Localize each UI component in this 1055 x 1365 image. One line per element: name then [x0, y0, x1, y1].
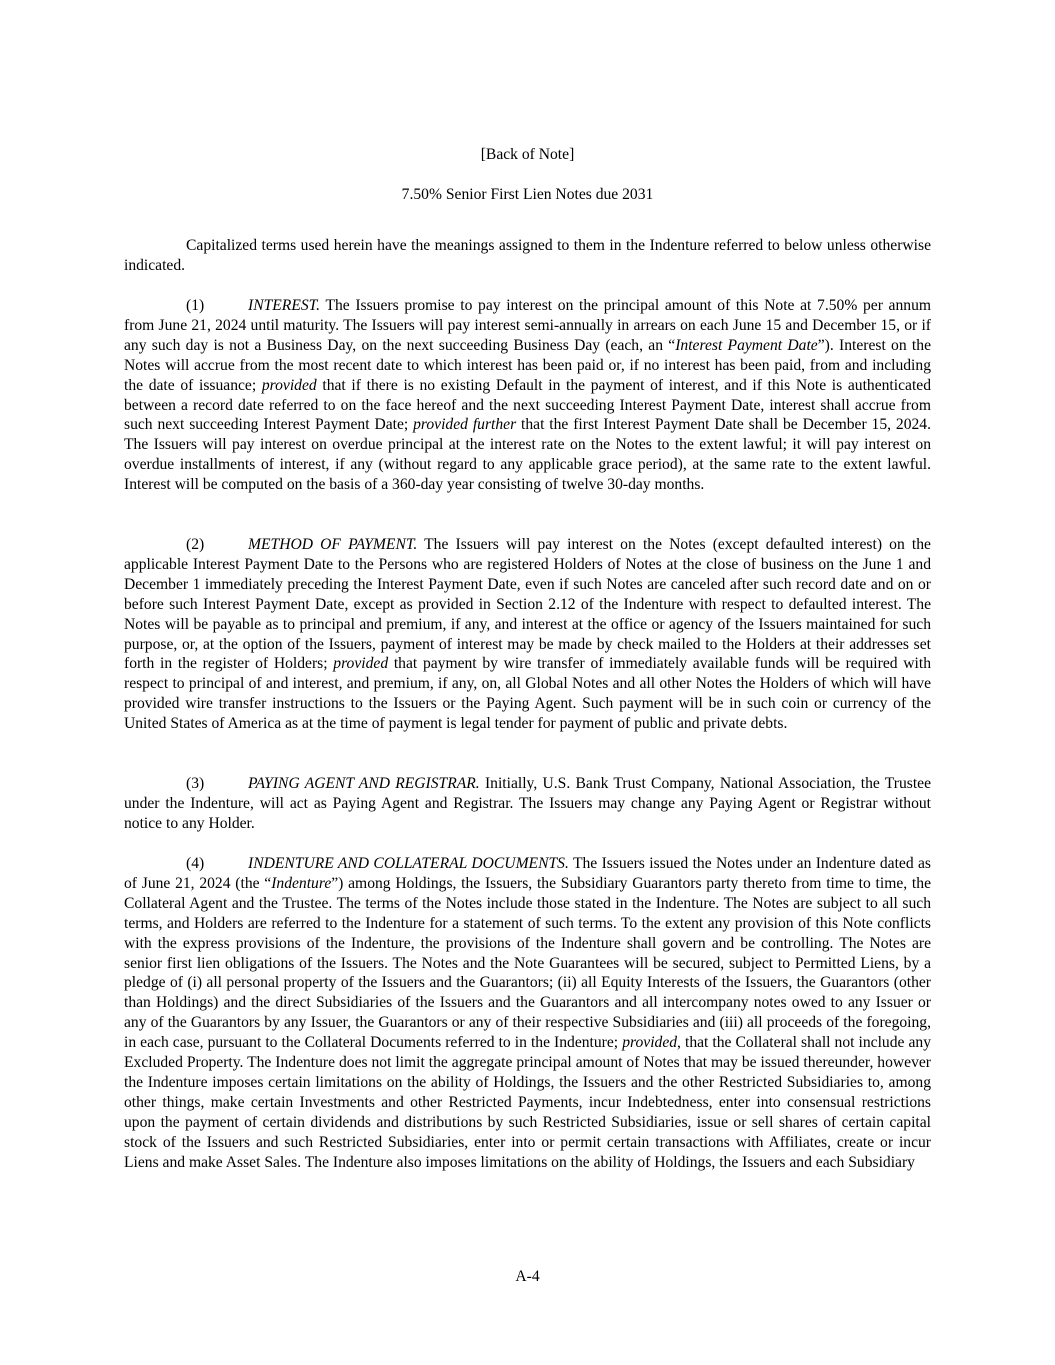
proviso-term: provided [261, 376, 317, 394]
proviso-term: provided [622, 1034, 678, 1052]
defined-term: Interest Payment Date [675, 336, 818, 354]
section-text: Initially, U.S. Bank Trust Company, National Association, the Trustee under the Indenture, will act as Paying Agent and Registrar. The Issuers may change any Paying Agent or Registrar without notice to any Holder. [124, 775, 931, 832]
section-text: that if there is no existing Default in the payment of interest, and if this Note is authenticated between a record date referred to on the face hereof and the next succeeding Interest Payment Date, interest shall accrue from such next succeeding Interest Payment Date; [124, 376, 931, 434]
note-title: 7.50% Senior First Lien Notes due 2031 [401, 186, 654, 203]
defined-term: Indenture [271, 874, 332, 892]
section-title: INTEREST. [248, 297, 321, 314]
section-text: ”) among Holdings, the Issuers, the Subsidiary Guarantors party thereto from time to time, the Collateral Agent and the Trustee. The terms of the Notes include those stated in the Indenture. The Notes are subject to all such terms, and Holders are referred to the Indenture for a statement of such terms. To the extent any provision of this Note conflicts with the express provisions of the Indenture, the provisions of the Indenture shall govern and be controlling. The Notes are senior first lien obligations of the Issuers. The Notes and the Note Guarantees will be secured, subject to Permitted Liens, by a pledge of (i) all personal property of the Issuers and the Guarantors; (ii) all Equity Interests of the Issuers, the Guarantors (other than Holdings) and the direct Subsidiaries of the Issuers and the Guarantors and all intercompany notes owed to any Issuer or any of the Guarantors by any Issuer, the Guarantors or any of their respective Subsidiaries and (iii) all proceeds of the foregoing, in each case, pursuant to the Collateral Documents referred to in the Indenture; [124, 874, 931, 1052]
section-title: PAYING AGENT AND REGISTRAR. [248, 775, 480, 792]
proviso-term: provided [333, 655, 389, 673]
intro-paragraph: Capitalized terms used herein have the meanings assigned to them in the Indenture referred to below unless otherwise indicated. [124, 237, 931, 274]
proviso-term: provided further [413, 416, 517, 434]
section-number: (1) [186, 297, 205, 314]
section-title: METHOD OF PAYMENT. [248, 536, 418, 553]
section-text: , that the Collateral shall not include any Excluded Property. The Indenture does not limit the aggregate principal amount of Notes that may be issued thereunder, however the Indenture imposes certain limitations on the ability of Holdings, the Issuers and the other Restricted Subsidiaries to, among other things, make certain Investments and other Restricted Payments, incur Indebtedness, enter into consensual restrictions upon the payment of certain dividends and distributions by such Restricted Subsidiaries, issue or sell shares of certain capital stock of the Issuers and such Restricted Subsidiaries, enter into or permit certain transactions with Affiliates, create or incur Liens and make Asset Sales. The Indenture also imposes limitations on the ability of Holdings, the Issuers and each Subsidiary [124, 1034, 931, 1171]
section-number: (3) [186, 775, 205, 792]
section-text: The Issuers promise to pay interest on the principal amount of this Note at 7.50% per annum from June 21, 2024 until maturity. The Issuers will pay interest semi-annually in arrears on each June 15 and December 15, or if any such day is not a Business Day, on the next succeeding Business Day (each, an “ [124, 297, 931, 354]
section-paying-agent [124, 774, 931, 834]
section-indenture [124, 854, 931, 1173]
section-text: that the first Interest Payment Date shall be December 15, 2024. The Issuers will pay interest on overdue principal at the interest rate on the Notes to the extent lawful; it will pay interest on overdue installments of interest, if any (without regard to any applicable grace period), at the same rate to the extent lawful. Interest will be computed on the basis of a 360-day year consisting of twelve 30-day months. [124, 416, 931, 494]
section-method-of-payment [124, 535, 931, 734]
back-of-note-heading: [Back of Note] [480, 146, 575, 163]
section-number: (4) [186, 855, 205, 872]
section-text: that payment by wire transfer of immediately available funds will be required with respect to principal of and interest, and premium, if any, on, all Global Notes and all other Notes the Holders of which will have provided wire transfer instructions to the Issuers or the Paying Agent. Such payment will be in such coin or currency of the United States of America as at the time of payment is legal tender for payment of public and private debts. [124, 655, 931, 733]
section-text: The Issuers issued the Notes under an Indenture dated as of June 21, 2024 (the “ [124, 855, 931, 892]
section-title: INDENTURE AND COLLATERAL DOCUMENTS. [248, 855, 569, 872]
section-text: The Issuers will pay interest on the Notes (except defaulted interest) on the applicable Interest Payment Date to the Persons who are registered Holders of Notes at the close of business on the June 1 and December 1 immediately preceding the Interest Payment Date, even if such Notes are canceled after such record date and on or before such Interest Payment Date, except as provided in Section 2.12 of the Indenture with respect to defaulted interest. The Notes will be payable as to principal and premium, if any, and interest at the office or agency of the Issuers maintained for such purpose, or, at the option of the Issuers, payment of interest may be made by check mailed to the Holders at their addresses set forth in the register of Holders; [124, 536, 931, 673]
page-number: A-4 [515, 1268, 540, 1285]
section-text: ”). Interest on the Notes will accrue from the most recent date to which interest has been paid or, if no interest has been paid, from and including the date of issuance; [124, 336, 931, 394]
section-number: (2) [186, 536, 205, 553]
section-interest [124, 296, 931, 495]
